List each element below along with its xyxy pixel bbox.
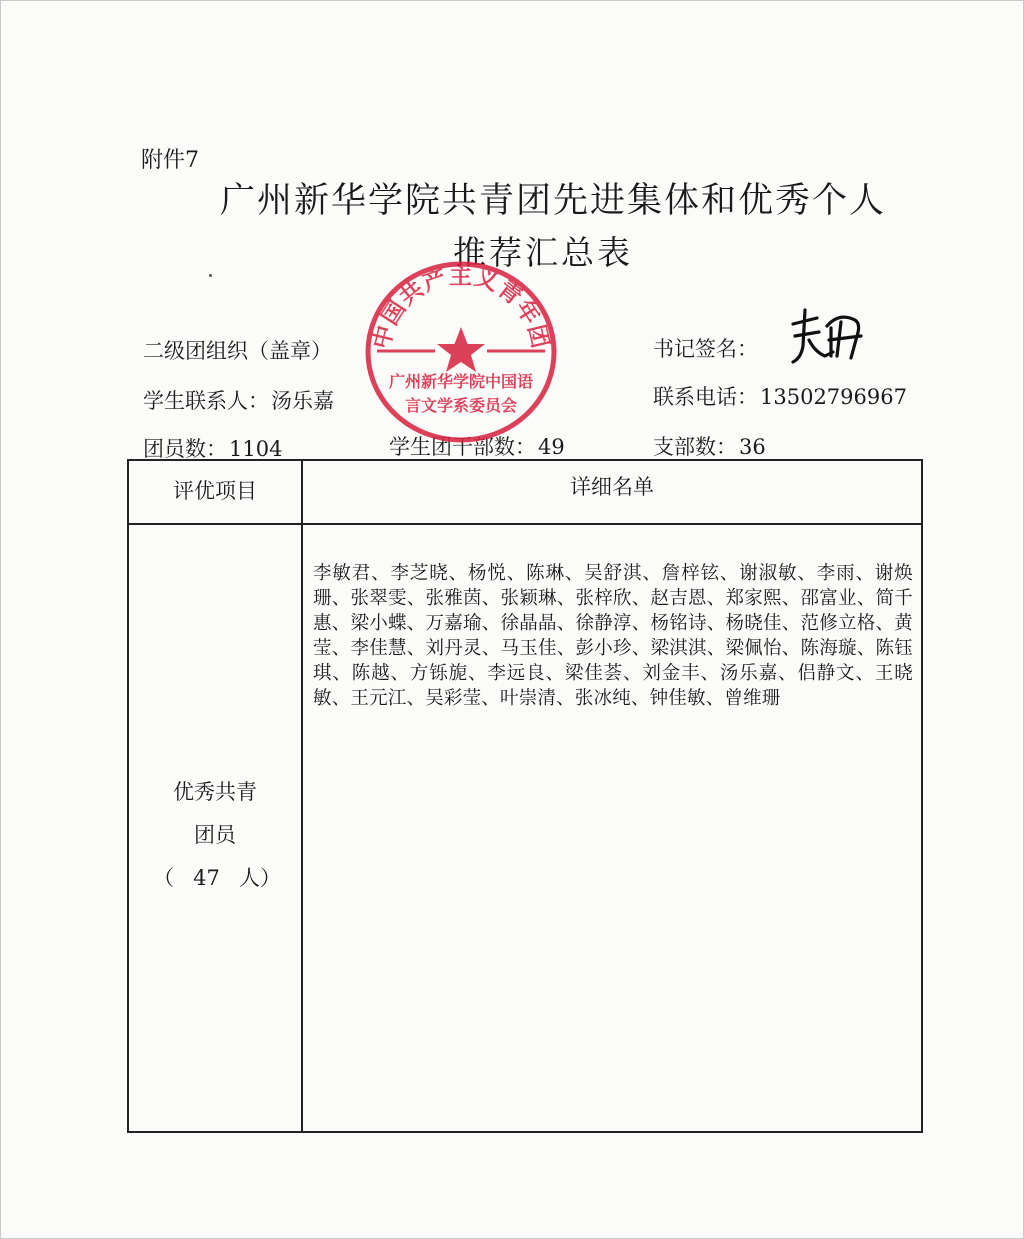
count-unit: 人） — [238, 866, 281, 890]
branches-field — [653, 431, 766, 461]
attachment-label: 附件7 — [141, 148, 199, 173]
member-count — [129, 857, 301, 900]
phone-field — [653, 381, 907, 411]
recommendation-table — [127, 459, 923, 1133]
category-line-2: 团员 — [194, 823, 236, 847]
contact-field — [143, 385, 334, 415]
secretary-field — [653, 333, 758, 363]
cadres-label: 学生团干部数： — [389, 435, 536, 459]
category-line-1: 优秀共青 — [173, 780, 257, 804]
phone-value: 13502796967 — [760, 385, 907, 409]
official-seal — [363, 259, 559, 445]
names-list: 李敏君、李芝晓、杨悦、陈琳、吴舒淇、詹梓铉、谢淑敏、李雨、谢焕珊、张翠雯、张雅茵、张颖琳、张梓欣、赵吉恩、郑家熙、邵富业、简千惠、梁小蝶、万嘉瑜、徐晶晶、徐静淳、杨铭诗、杨晓佳、范修立格、黄莹、李佳慧、刘丹灵、马玉佳、彭小珍、梁淇淇、梁佩怡、陈海璇、陈钰琪、陈越、方铄旎、李远良、梁佳荟、刘金丰、汤乐嘉、侣静文、王晓敏、王元江、吴彩莹、叶崇清、张冰纯、钟佳敏、曾维珊 — [313, 563, 913, 709]
seal-inner-line-2: 言文学系委员会 — [404, 396, 518, 415]
branches-label: 支部数： — [653, 435, 737, 459]
header-category: 评优项目 — [173, 479, 257, 503]
secretary-signature — [789, 306, 869, 368]
seal-star-icon — [437, 327, 485, 372]
header-details: 详细名单 — [570, 475, 654, 499]
document-title — [1, 173, 1024, 223]
contact-label: 学生联系人： — [143, 389, 269, 413]
title-line-1: 广州新华学院共青团先进集体和优秀个人 — [219, 181, 886, 221]
table-header-divider — [129, 523, 921, 525]
title-line-2: 推荐汇总表 — [453, 233, 633, 272]
cadres-value: 49 — [538, 435, 565, 459]
members-label: 团员数： — [143, 437, 227, 461]
seal-ring-text: 中国共产主义青年团 — [368, 263, 554, 352]
count-open-paren: （ — [153, 866, 174, 890]
org-field — [143, 335, 332, 365]
seal-inner-line-1: 广州新华学院中国语 — [388, 372, 534, 391]
phone-label: 联系电话： — [653, 385, 758, 409]
category-cell — [129, 771, 301, 900]
contact-name: 汤乐嘉 — [271, 389, 334, 413]
count-value: 47 — [193, 866, 220, 890]
secretary-label: 书记签名： — [653, 337, 758, 361]
scan-speck — [209, 274, 212, 277]
members-value: 1104 — [229, 437, 283, 461]
table-column-divider — [301, 461, 303, 1131]
branches-value: 36 — [739, 435, 766, 459]
org-label: 二级团组织（盖章） — [143, 339, 332, 363]
